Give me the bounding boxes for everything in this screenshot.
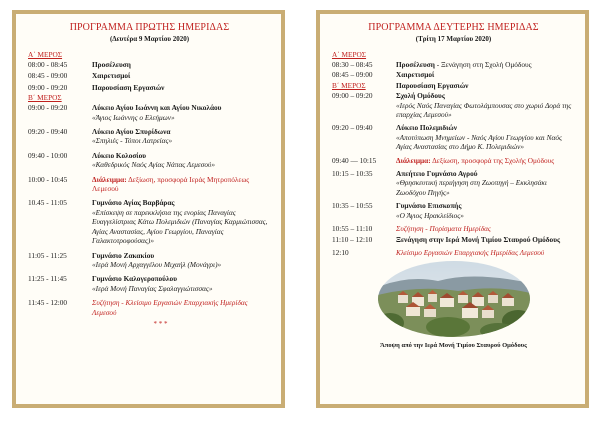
event-title: Χαιρετισμοί: [92, 71, 131, 81]
photo-caption: Άποψη από την Ιερά Μονή Τιμίου Σταυρού Ομόδους: [380, 342, 527, 350]
program-row: [332, 235, 575, 244]
program-row: [28, 198, 271, 245]
event-title: Σχολή Ομόδους: [396, 91, 445, 101]
event-title: Λύκειο Αγίου Ιωάννη και Αγίου Νικολάου: [92, 103, 222, 113]
program-row: [332, 156, 575, 165]
event-subtitle: «Αποτύπωση Μνημείων - Ναός Αγίου Γεωργίου και Ναός Αγίας Αναστασίας στο Δήμο Κ. Πολεμιδιών»: [396, 132, 562, 152]
closing-text: Κλείσιμο Εργασιών Επαρχιακής Ημερίδας Λεμεσού: [396, 247, 545, 257]
time-slot: 09:40 - 10:00: [28, 150, 68, 160]
time-slot: 08:45 – 09:00: [332, 70, 373, 80]
time-slot: 11:10 – 12:10: [332, 234, 373, 244]
event-subtitle: «Άγιος Ιωάννης ο Ελεήμων»: [92, 112, 175, 122]
time-slot: 09:00 - 09:20: [28, 82, 68, 92]
time-slot: 09:00 – 09:20: [332, 91, 373, 101]
program-row: [332, 60, 575, 69]
village-photo: [378, 261, 530, 337]
program-row: [332, 123, 575, 151]
date-subtitle: (Δευτέρα 9 Μαρτίου 2020): [109, 35, 190, 43]
program-row: [332, 201, 575, 220]
time-slot: 09:20 - 09:40: [28, 127, 68, 137]
event-title: Λύκειο Πολεμιδιών: [396, 123, 457, 133]
program-row: [28, 274, 271, 293]
event-title: Προσέλευση: [396, 60, 435, 69]
program-row: [28, 83, 271, 92]
time-slot: 08:30 – 08:45: [332, 60, 373, 69]
event-subtitle: «Ιερά Μονή Αρχαγγέλου Μιχαήλ (Μονάγρι)»: [92, 259, 222, 269]
time-slot: 09:20 – 09:40: [332, 123, 373, 133]
event-subtitle: «Καθεδρικός Ναός Αγίας Νάπας Λεμεσού»: [92, 160, 215, 170]
time-slot: 09:40 — 10:15: [332, 155, 377, 165]
part-b-label: Β΄ ΜΕΡΟΣ: [332, 80, 366, 90]
second-day-program-panel: [316, 10, 589, 408]
program-row: [28, 298, 271, 317]
event-note: - Ξενάγηση στη Σχολή Ομόδους: [434, 60, 532, 69]
event-subtitle: «Θρησκευτική περιήγηση στη Ζωοπηγή – Εκκλησάκι Ζωοδόχου Πηγής»: [396, 178, 547, 197]
time-slot: 08:45 - 09:00: [28, 71, 68, 81]
time-slot: 12:10: [332, 247, 349, 257]
event-title: Χαιρετισμοί: [396, 70, 435, 80]
discussion-text: Συζήτηση - Πορίσματα Ημερίδας: [396, 224, 491, 234]
program-row: [332, 224, 575, 233]
page-title: ΠΡΟΓΡΑΜΜΑ ΔΕΥΤΕΡΗΣ ΗΜΕΡΙΔΑΣ: [368, 22, 539, 33]
time-slot: 11:05 - 11:25: [28, 250, 67, 260]
program-row: [332, 70, 575, 79]
event-title: Γυμνάσιο Ζακακίου: [92, 250, 155, 260]
program-row: [28, 103, 271, 122]
time-slot: 10:35 – 10:55: [332, 201, 373, 211]
program-row: [28, 60, 271, 69]
time-slot: 10:00 - 10:45: [28, 174, 68, 184]
decorative-stars: * * *: [153, 319, 168, 328]
closing-text: Συζήτηση - Κλείσιμο Εργασιών Επαρχιακής Ημερίδας Λεμεσού: [92, 298, 248, 317]
event-title: Παρουσίαση Εργασιών: [92, 82, 165, 92]
event-subtitle: «Επίσκεψη σε παρεκκλήσια της ενορίας Παναγίας Ευαγγελίστριας Κάτω Πολεμιδιών (Παναγίας Καρμιώτισσας, Αγίας Αναστασίας, Αγίου Γεωργίου, Παναγίας Γαλακτοτροφούσας)»: [92, 207, 268, 246]
event-subtitle: «Σπηλιές - Τόποι Λατρείας»: [92, 136, 173, 146]
part-b-heading: Β΄ ΜΕΡΟΣ: [28, 93, 62, 103]
program-row: [28, 71, 271, 80]
program-row: [28, 151, 271, 170]
event-title: Γυμνάσιο Αγίας Βαρβάρας: [92, 198, 175, 208]
event-subtitle: «Ιερός Ναός Παναγίας Φωτολάμπουσας στο χωριό Δορά της επαρχίας Λεμεσού»: [396, 100, 572, 120]
event-title: Απεήτειο Γυμνάσιο Αγρού: [396, 169, 478, 179]
time-slot: 11:45 - 12:00: [28, 298, 68, 308]
event-title: Γυμνάσιο Καλογεροπούλου: [92, 274, 177, 284]
time-slot: 08:00 - 08:45: [28, 60, 68, 69]
part-a-heading: Α΄ ΜΕΡΟΣ: [332, 50, 367, 59]
event-subtitle: «Ο Άγιος Ηρακλείδιος»: [396, 210, 464, 220]
event-title: Λύκειο Κολοσίου: [92, 150, 147, 160]
event-title: Προσέλευση: [92, 60, 131, 69]
event-title: Λύκειο Αγίου Σπυρίδωνα: [92, 127, 171, 137]
program-row: [28, 175, 271, 194]
part-a-heading: Α΄ ΜΕΡΟΣ: [28, 50, 63, 59]
time-slot: 10:55 – 11:10: [332, 224, 373, 234]
time-slot: 11:25 - 11:45: [28, 274, 67, 284]
break-label: Διάλειμμα:: [92, 174, 127, 184]
first-day-program-panel: [12, 10, 285, 408]
time-slot: 10.45 - 11:05: [28, 198, 67, 208]
page-title: ΠΡΟΓΡΑΜΜΑ ΠΡΩΤΗΣ ΗΜΕΡΙΔΑΣ: [69, 22, 230, 33]
program-row: [332, 81, 575, 90]
event-subtitle: «Ιερά Μονή Παναγίας Σφαλαγγιώτισσας»: [92, 283, 213, 293]
program-row: [28, 251, 271, 270]
date-subtitle: (Τρίτη 17 Μαρτίου 2020): [415, 35, 492, 43]
program-row: [28, 127, 271, 146]
event-title: Ξενάγηση στην Ιερά Μονή Τιμίου Σταυρού Ομόδους: [396, 234, 561, 244]
break-description: Δεξίωση, προσφορά Ιεράς Μητροπόλεως Λεμεσού: [92, 174, 250, 194]
program-row: [332, 169, 575, 197]
break-description: Δεξίωση, προσφορά της Σχολής Ομόδους: [430, 155, 555, 165]
break-label: Διάλειμμα:: [396, 155, 431, 165]
program-row: [332, 248, 575, 257]
event-title: Γυμνάσιο Επισκοπής: [396, 201, 462, 211]
event-title: Παρουσίαση Εργασιών: [396, 80, 469, 90]
program-row: [332, 91, 575, 119]
time-slot: 10:15 – 10:35: [332, 169, 373, 179]
time-slot: 09:00 - 09:20: [28, 103, 68, 113]
